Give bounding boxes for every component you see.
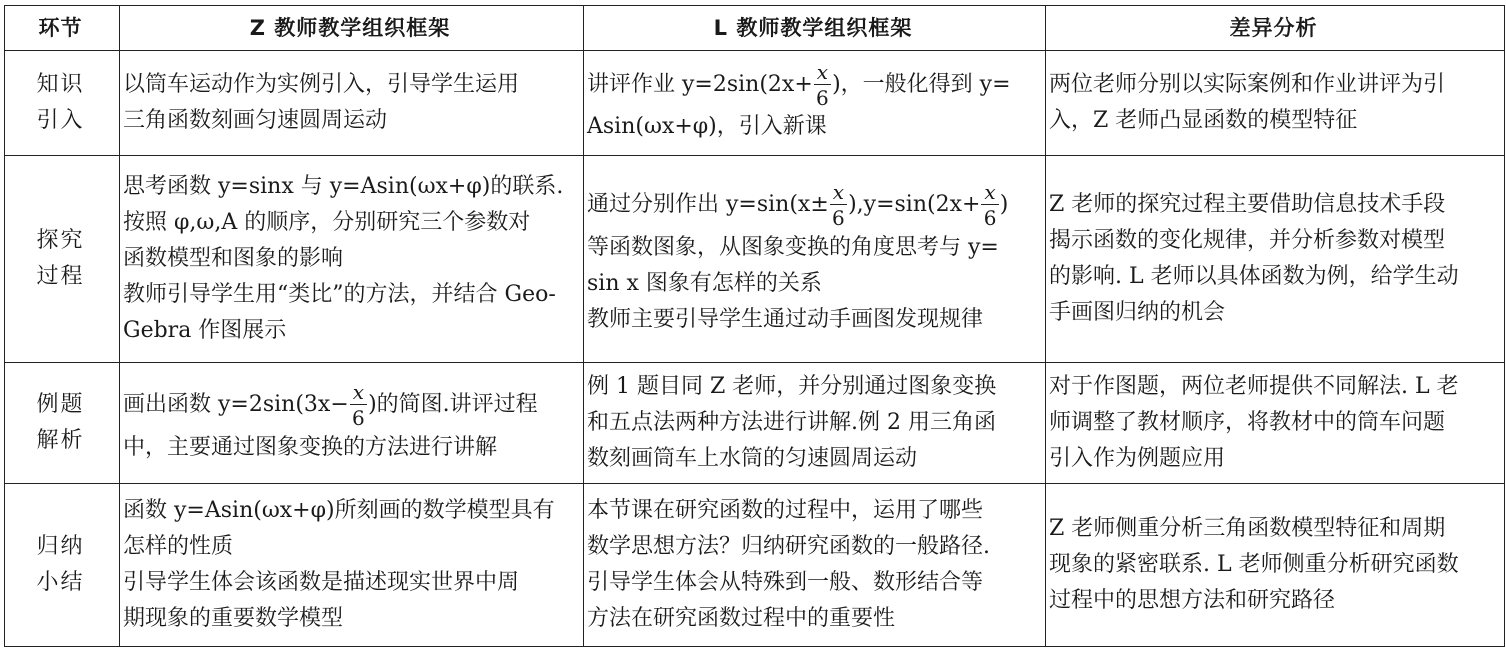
difference-cell: 两位老师分别以实际案例和作业讲评为引 入，Z 老师凸显函数的模型特征 — [1046, 51, 1505, 156]
difference-cell: Z 老师侧重分析三角函数模型特征和周期 现象的紧密联系. L 老师侧重分析研究函数 过程中的思想方法和研究路径 — [1046, 484, 1505, 647]
header-stage: 环节 — [5, 6, 120, 51]
l-teacher-cell: 例 1 题目同 Z 老师，并分别通过图象变换 和五点法两种方法进行讲解.例 2 用三角函 数刻画筒车上水筒的匀速圆周运动 — [584, 363, 1046, 484]
difference-cell: Z 老师的探究过程主要借助信息技术手段 揭示函数的变化规律，并分析参数对模型 的影响. L 老师以具体函数为例，给学生动 手画图归纳的机会 — [1046, 156, 1505, 363]
fraction: $\frac{x}{6}$ — [350, 382, 367, 428]
header-l-teacher: L 教师教学组织框架 — [584, 6, 1046, 51]
z-teacher-cell: 函数 y=Asin(ωx+φ)所刻画的数学模型具有 怎样的性质 引导学生体会该函数是描述现实世界中周 期现象的重要数学模型 — [120, 484, 584, 647]
table-row — [5, 363, 1505, 484]
z-teacher-cell: 以筒车运动作为实例引入，引导学生运用 三角函数刻画匀速圆周运动 — [120, 51, 584, 156]
l-teacher-cell: 本节课在研究函数的过程中，运用了哪些 数学思想方法？归纳研究函数的一般路径. 引导学生体会从特殊到一般、数形结合等 方法在研究函数过程中的重要性 — [584, 484, 1046, 647]
stage-cell: 探究 过程 — [5, 156, 120, 363]
stage-cell: 知识 引入 — [5, 51, 120, 156]
table-row — [5, 51, 1505, 156]
stage-cell: 例题 解析 — [5, 363, 120, 484]
table-row — [5, 484, 1505, 647]
comparison-table — [4, 5, 1505, 647]
z-teacher-cell: 画出函数 y=2sin(3x− $\frac{x}{6}$ )的简图.讲评过程 中，主要通过图象变换的方法进行讲解 — [120, 363, 584, 484]
l-teacher-cell: 通过分别作出 y=sin(x± $\frac{x}{6}$ ),y=sin(2x+ $\frac{x}{6}$ ) 等函数图象，从图象变换的角度思考与 y= sin x 图象有怎样的关系 教师主要引导学生通过动手画图发现规律 — [584, 156, 1046, 363]
header-z-teacher: Z 教师教学组织框架 — [120, 6, 584, 51]
fraction: $\frac{x}{6}$ — [830, 182, 847, 228]
z-teacher-cell: 思考函数 y=sinx 与 y=Asin(ωx+φ)的联系. 按照 φ,ω,A 的顺序，分别研究三个参数对 函数模型和图象的影响 教师引导学生用“类比”的方法，并结合 Geo- Gebra 作图展示 — [120, 156, 584, 363]
fraction: $\frac{x}{6}$ — [814, 62, 831, 108]
header-row — [5, 6, 1505, 51]
fraction: $\frac{x}{6}$ — [981, 182, 998, 228]
difference-cell: 对于作图题，两位老师提供不同解法. L 老 师调整了教材顺序，将教材中的筒车问题 引入作为例题应用 — [1046, 363, 1505, 484]
table-row — [5, 156, 1505, 363]
stage-cell: 归纳 小结 — [5, 484, 120, 647]
l-teacher-cell: 讲评作业 y=2sin(2x+ $\frac{x}{6}$ )，一般化得到 y= Asin(ωx+φ)，引入新课 — [584, 51, 1046, 156]
header-difference: 差异分析 — [1046, 6, 1505, 51]
